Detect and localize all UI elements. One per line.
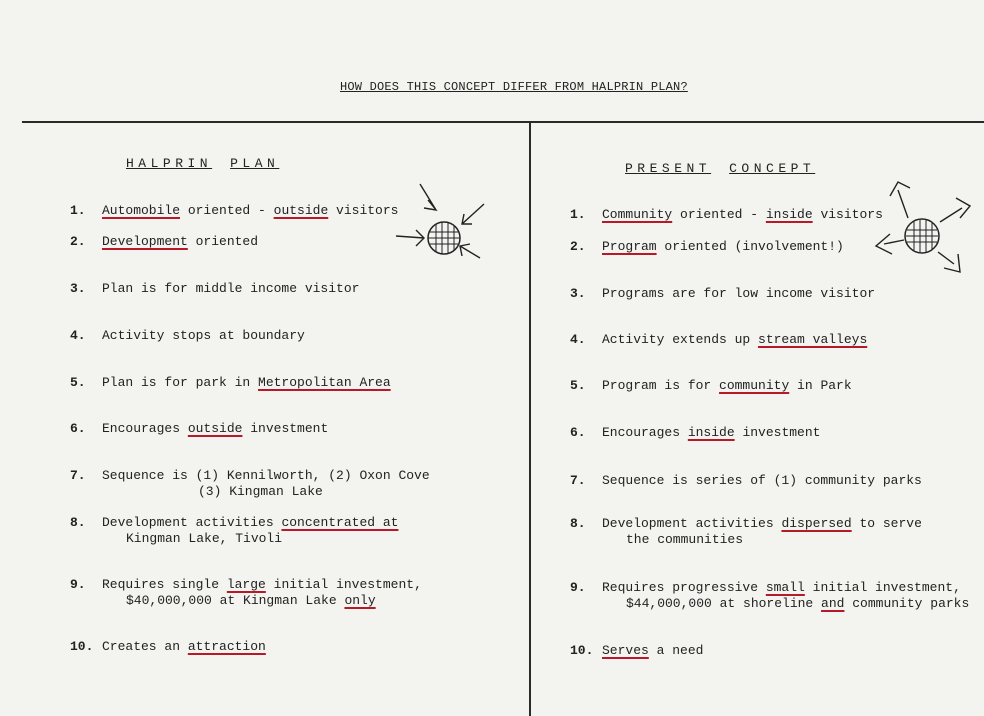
item-number: 8. [570,516,586,531]
item-text [602,516,922,548]
text-segment: Encourages [102,421,188,436]
item-text [602,643,703,659]
item-number: 2. [570,239,586,254]
item-number: 4. [70,328,86,343]
item-text [602,580,969,612]
item-number: 5. [570,378,586,393]
text-segment: Requires single [102,577,227,592]
underlined-phrase: Program [602,239,657,254]
text-segment: to serve [851,516,922,531]
text-segment: in Park [789,378,852,393]
item-number: 6. [70,421,86,436]
inward-arrows-sketch-icon [392,180,502,270]
text-segment: Requires progressive [602,580,766,595]
underlined-phrase: Development [102,234,188,249]
left-heading-word1: HALPRIN [126,156,213,171]
item-text [602,239,844,255]
text-segment: oriented - [672,207,766,222]
item-text [602,425,820,441]
text-segment: Development activities [102,515,282,530]
underlined-phrase: and [821,596,845,611]
underlined-phrase: only [344,593,376,608]
item-text [102,577,422,609]
item-text [602,473,922,489]
item-text [102,203,398,219]
text-segment: investment [242,421,329,436]
item-number: 7. [570,473,586,488]
item-text [102,515,398,547]
item-number: 1. [70,203,86,218]
item-text [102,281,359,297]
underlined-phrase: inside [687,425,735,440]
item-number: 3. [570,286,586,301]
text-segment: Development activities [602,516,782,531]
underlined-phrase: Community [602,207,673,222]
text-segment: oriented [187,234,259,249]
underlined-phrase: Automobile [102,203,181,218]
item-text [102,328,305,344]
text-segment: Activity extends up [602,332,759,347]
text-segment: Encourages [602,425,688,440]
item-text [102,421,328,437]
text-segment: visitors [812,207,883,222]
item-number: 9. [570,580,586,595]
item-number: 6. [570,425,586,440]
item-text [602,378,852,394]
item-number: 3. [70,281,86,296]
item-number: 10. [570,643,594,658]
underlined-phrase: outside [187,421,243,436]
underlined-phrase: large [226,577,266,592]
text-segment: Activity stops at boundary [102,328,305,343]
underlined-phrase: dispersed [781,516,852,531]
underlined-phrase: Metropolitan Area [258,375,391,390]
item-number: 7. [70,468,86,483]
horizontal-divider [22,121,984,123]
text-segment: Plan is for middle income visitor [102,281,360,296]
item-continuation: the communities [626,532,744,547]
right-column-heading [625,161,815,176]
underlined-phrase: concentrated at [281,515,399,530]
text-segment: community parks [844,596,970,611]
item-text [602,207,883,223]
text-segment: Plan is for park in [102,375,259,390]
text-segment: oriented (involvement!) [656,239,844,254]
item-number: 5. [70,375,86,390]
item-number: 9. [70,577,86,592]
text-segment: Programs are for low income visitor [602,286,876,301]
right-heading-word2: CONCEPT [729,161,816,176]
item-number: 10. [70,639,94,654]
underlined-phrase: attraction [187,639,266,654]
vertical-divider [529,123,531,716]
page-title: HOW DOES THIS CONCEPT DIFFER FROM HALPRIN PLAN? [340,80,688,94]
underlined-phrase: stream valleys [758,332,868,347]
item-number: 2. [70,234,86,249]
right-heading-word1: PRESENT [625,161,712,176]
item-text [602,286,875,302]
underlined-phrase: small [765,580,805,595]
left-heading-word2: PLAN [230,156,280,171]
text-segment: oriented - [180,203,274,218]
text-segment: Program is for [602,378,720,393]
underlined-phrase: community [719,378,790,393]
item-continuation [602,596,969,612]
underlined-phrase: inside [765,207,813,222]
item-text [102,234,258,250]
underlined-phrase: Serves [602,643,649,658]
item-text [102,375,391,391]
item-continuation: (3) Kingman Lake [198,484,323,499]
text-segment: Sequence is series of (1) community parks [602,473,922,488]
item-continuation: Kingman Lake, Tivoli [126,531,283,546]
item-number: 8. [70,515,86,530]
text-segment: initial investment, [804,580,961,595]
item-text [102,639,266,655]
text-segment: investment [734,425,821,440]
text-segment: a need [648,643,704,658]
item-text [102,468,430,500]
outward-arrows-sketch-icon [872,168,982,278]
text-segment: $40,000,000 at Kingman Lake [126,593,345,608]
text-segment: Creates an [102,639,188,654]
item-continuation [102,593,422,609]
item-text [602,332,867,348]
item-number: 4. [570,332,586,347]
text-segment: $44,000,000 at shoreline [626,596,822,611]
text-segment: initial investment, [265,577,422,592]
left-column-heading [126,156,279,171]
item-number: 1. [570,207,586,222]
text-segment: Sequence is (1) Kennilworth, (2) Oxon Cove [102,468,430,483]
text-segment: visitors [328,203,399,218]
underlined-phrase: outside [273,203,329,218]
